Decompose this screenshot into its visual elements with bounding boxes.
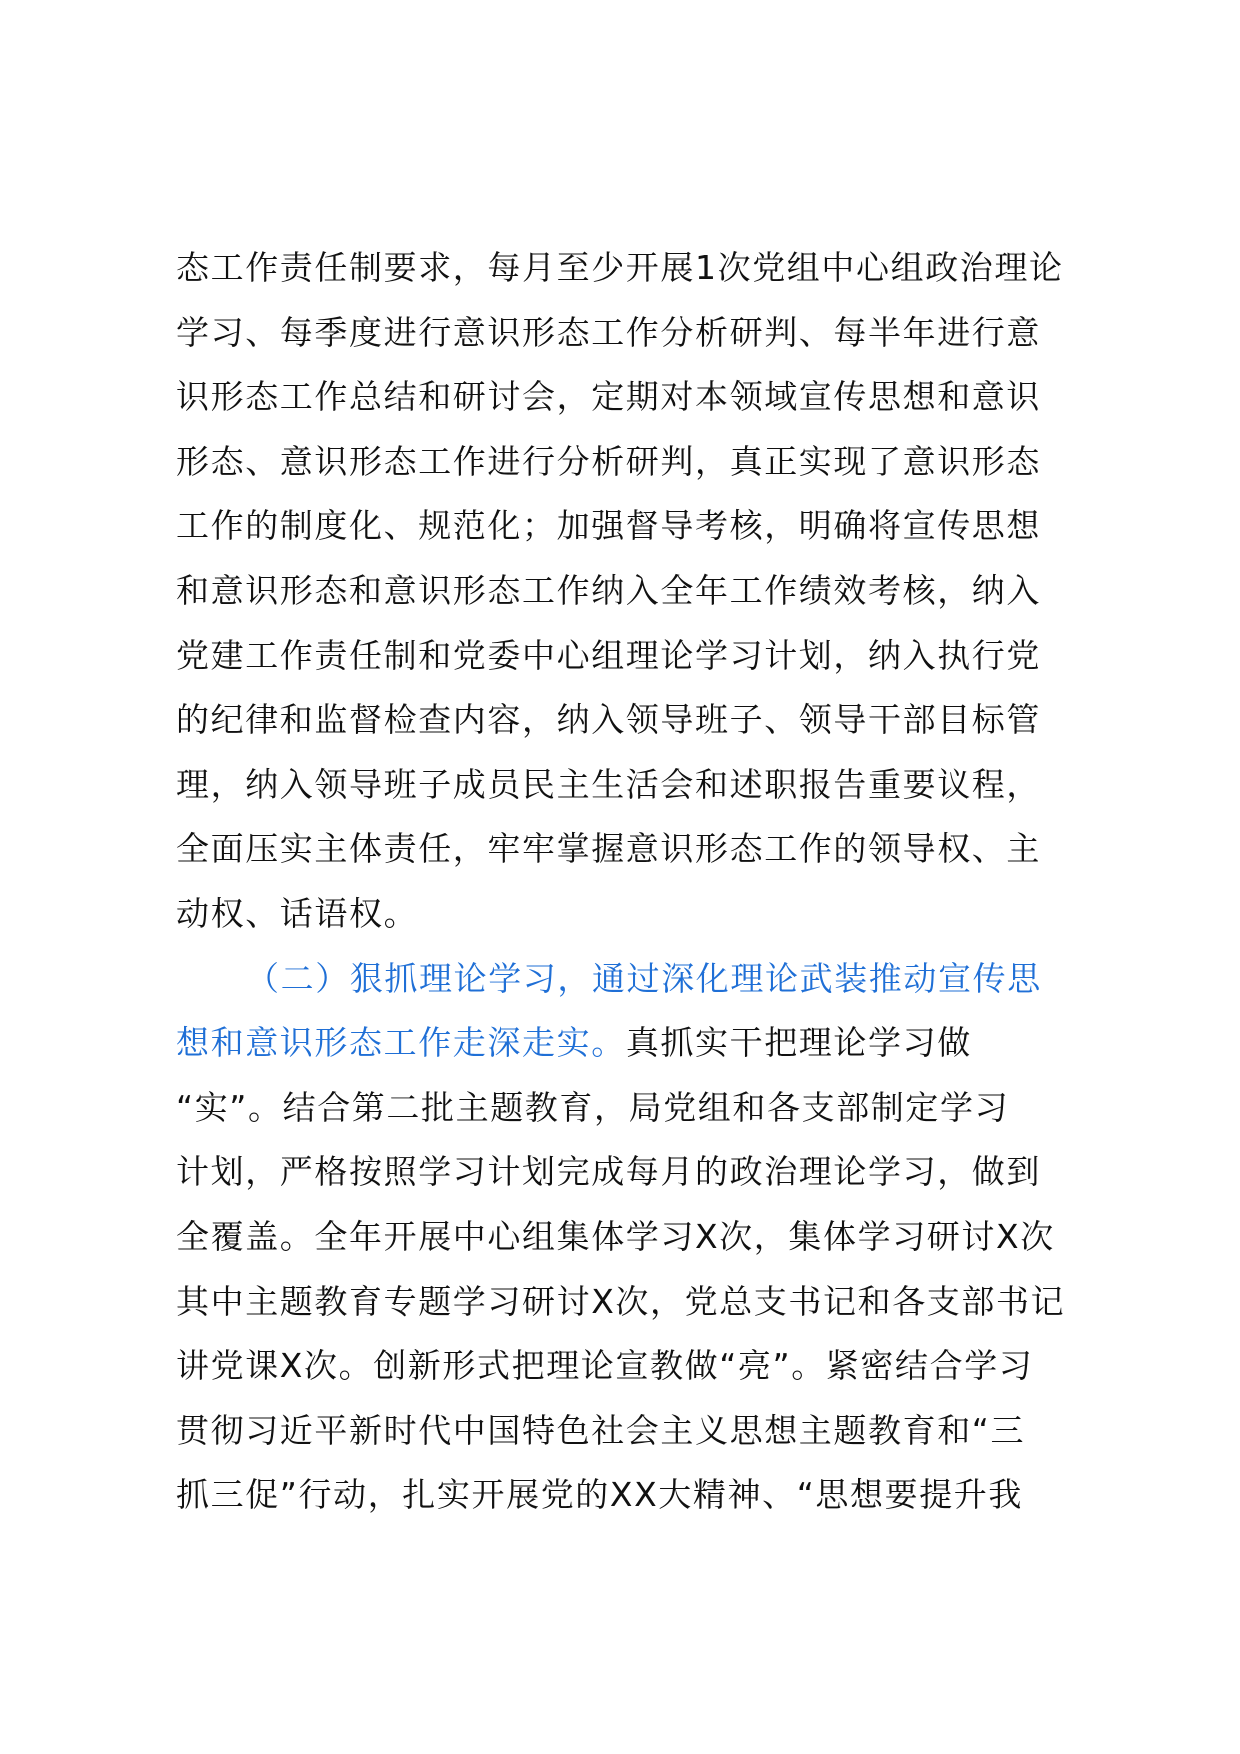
text-line: 态工作责任制要求，每月至少开展1次党组中心组政治理论: [176, 248, 1064, 287]
text-line: 的纪律和监督检查内容，纳入领导班子、领导干部目标管: [176, 700, 1041, 740]
text-line: 动权、话语权。: [176, 893, 419, 933]
text-line: 讲党课X次。创新形式把理论宣教做“亮”。紧密结合学习: [176, 1346, 1034, 1386]
text-line: 计划，严格按照学习计划完成每月的政治理论学习，做到: [176, 1152, 1041, 1192]
text-line: 全覆盖。全年开展中心组集体学习X次，集体学习研讨X次: [176, 1216, 1055, 1256]
text-line: 识形态工作总结和研讨会，定期对本领域宣传思想和意识: [176, 377, 1041, 417]
text-line: 工作的制度化、规范化；加强督导考核，明确将宣传思想: [176, 506, 1041, 546]
section-heading-line: [176, 947, 1116, 1012]
text-line: 贯彻习近平新时代中国特色社会主义思想主题教育和“三: [176, 1410, 1026, 1450]
text-line: “实”。结合第二批主题教育，局党组和各支部制定学习: [176, 1087, 1010, 1127]
body-text: 真抓实干把理论学习做: [625, 1023, 972, 1063]
text-line: 抓三促”行动，扎实开展党的XX大精神、“思想要提升我: [176, 1475, 1024, 1515]
text-line: 其中主题教育专题学习研讨X次，党总支书记和各支部书记: [176, 1281, 1066, 1321]
text-line: 和意识形态和意识形态工作纳入全年工作绩效考核，纳入: [176, 570, 1041, 610]
text-line: 学习、每季度进行意识形态工作分析研判、每半年进行意: [176, 312, 1041, 352]
text-line: 党建工作责任制和党委中心组理论学习计划，纳入执行党: [176, 635, 1041, 675]
section-heading-continued: 想和意识形态工作走深走实。: [176, 1023, 626, 1063]
paragraph-responsibility: [176, 236, 1116, 947]
text-line: 理，纳入领导班子成员民主生活会和述职报告重要议程，: [176, 764, 1041, 804]
paragraph-theory-study: [176, 947, 1116, 1528]
section-heading: （二）狠抓理论学习，通过深化理论武装推动宣传思: [246, 958, 1042, 998]
text-line: [176, 1011, 1116, 1076]
text-line: 全面压实主体责任，牢牢掌握意识形态工作的领导权、主: [176, 829, 1041, 869]
text-line: 形态、意识形态工作进行分析研判，真正实现了意识形态: [176, 441, 1041, 481]
document-body: [176, 236, 1116, 1528]
